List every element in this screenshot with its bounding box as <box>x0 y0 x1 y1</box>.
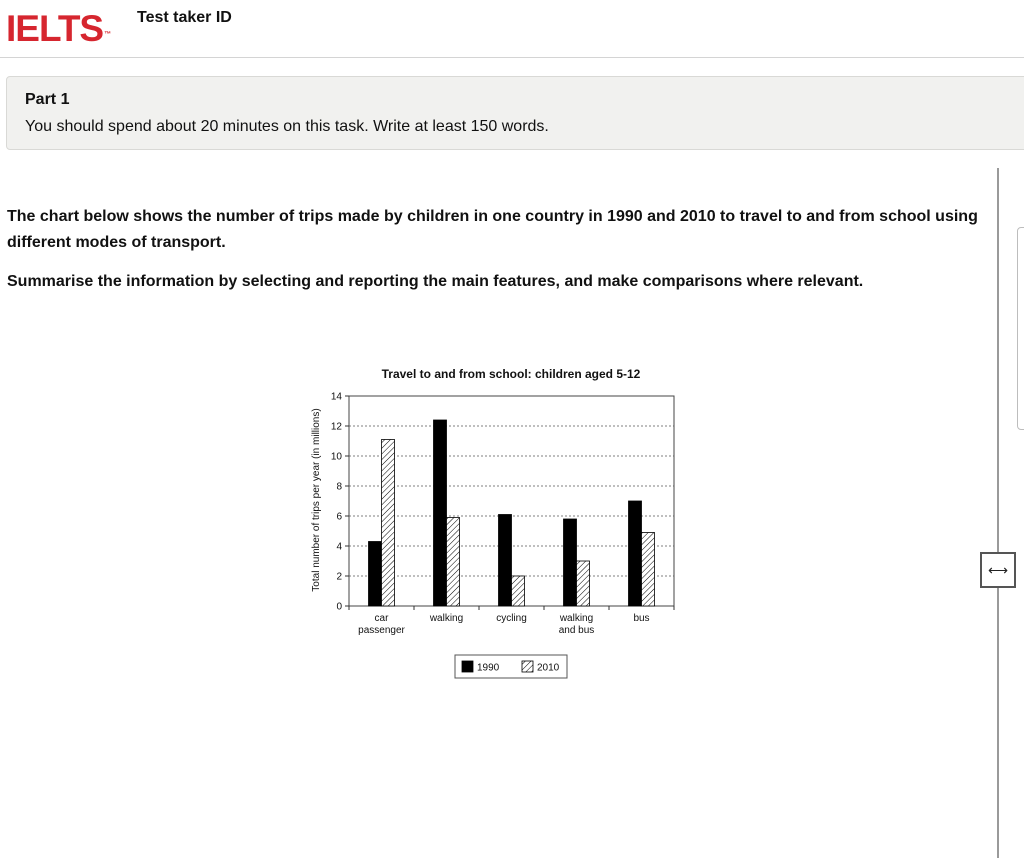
bar-2010 <box>447 518 460 607</box>
bar-2010 <box>642 533 655 607</box>
y-tick-label: 14 <box>330 391 342 403</box>
app-header <box>0 0 1024 58</box>
bar-1990 <box>434 420 447 606</box>
y-tick-label: 12 <box>330 421 342 433</box>
y-axis-label: Total number of trips per year (in millions) <box>311 408 322 592</box>
left-right-arrow-icon[interactable]: ⟷ <box>980 552 1016 588</box>
task-summary-instruction: Summarise the information by selecting and reporting the main features, and make comparisons where relevant. <box>7 273 864 290</box>
bar-2010 <box>577 561 590 606</box>
x-tick-label: walking <box>559 613 594 624</box>
pane-divider <box>997 168 999 858</box>
test-taker-id-label: Test taker ID <box>137 9 232 26</box>
legend-swatch-2010 <box>522 661 533 672</box>
answer-panel-edge[interactable] <box>1017 227 1024 430</box>
y-tick-label: 6 <box>336 511 342 523</box>
x-tick-label: cycling <box>496 613 527 624</box>
chart-svg <box>300 360 690 690</box>
x-tick-label: car <box>374 613 389 624</box>
part-instructions-panel <box>6 76 1024 150</box>
y-tick-label: 8 <box>336 481 342 493</box>
bar-1990 <box>499 515 512 607</box>
bar-1990 <box>564 519 577 606</box>
task-prompt: The chart below shows the number of trips made by children in one country in 1990 and 2010 to travel to and from school using different modes of transport. <box>7 208 978 251</box>
x-tick-label: and bus <box>558 625 595 636</box>
legend-label-1990: 1990 <box>477 662 500 674</box>
bar-1990 <box>369 542 382 607</box>
bar-chart <box>300 360 690 690</box>
bar-1990 <box>629 501 642 606</box>
ielts-logo <box>6 7 111 51</box>
logo-text: IELTS <box>6 8 104 49</box>
bar-2010 <box>512 576 525 606</box>
y-tick-label: 10 <box>330 451 342 463</box>
bar-2010 <box>382 440 395 607</box>
part-title: Part 1 <box>25 91 70 108</box>
logo-trademark: ™ <box>104 31 112 38</box>
chart-title: Travel to and from school: children aged 5-12 <box>381 367 641 381</box>
y-tick-label: 2 <box>336 571 342 583</box>
y-tick-label: 0 <box>336 601 342 613</box>
x-tick-label: walking <box>429 613 464 624</box>
y-tick-label: 4 <box>336 541 342 553</box>
x-tick-label: bus <box>633 613 650 624</box>
task-instruction: You should spend about 20 minutes on this task. Write at least 150 words. <box>25 118 549 135</box>
legend-swatch-1990 <box>462 661 473 672</box>
legend-label-2010: 2010 <box>537 662 560 674</box>
x-tick-label: passenger <box>358 625 405 636</box>
